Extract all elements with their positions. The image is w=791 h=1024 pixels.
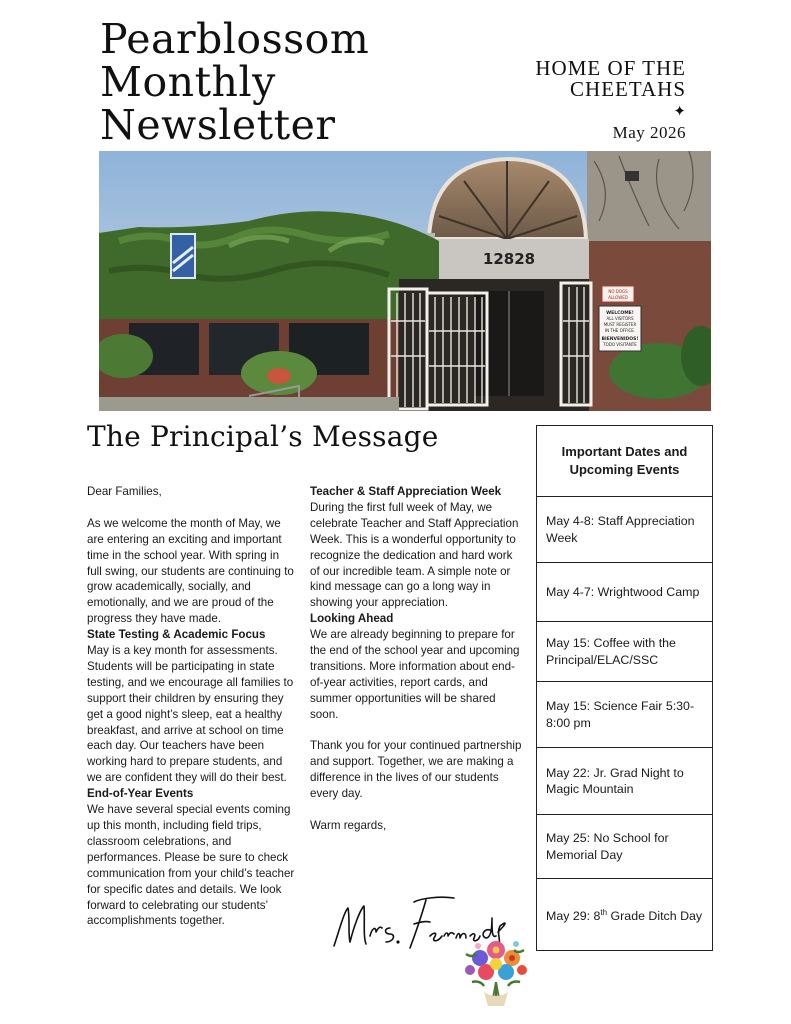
sign-welcome-6: TODO VISITANTE — [603, 342, 637, 347]
message-column-1 — [87, 484, 295, 929]
greeting: Dear Families, — [87, 485, 162, 498]
sign-welcome-2: ALL VISITORS — [606, 316, 634, 321]
appreciation-heading: Teacher & Staff Appreciation Week — [310, 485, 502, 498]
issue-date: May 2026 — [612, 123, 686, 142]
thanks-paragraph: Thank you for your continued partnership and support. Together, we are making a difference in the lives of our students every day. — [310, 739, 522, 801]
event-item: May 15: Science Fair 5:30-8:00 pm — [537, 682, 712, 748]
tagline-line-1: HOME OF THE — [535, 56, 686, 80]
event-last-sup: th — [600, 907, 608, 917]
event-item — [537, 879, 712, 950]
looking-ahead-paragraph: We are already beginning to prepare for the end of the school year and upcoming transitions. More information about end-of-year activities, report cards, and summer opportunities will be shared soon. — [310, 628, 520, 721]
sign-welcome-5: BIENVENIDOS! — [601, 337, 639, 342]
title-line-2: Monthly — [100, 58, 276, 106]
newsletter-title — [100, 15, 370, 149]
end-of-year-heading: End-of-Year Events — [87, 787, 194, 801]
sparkle-icon: ✦ — [673, 104, 686, 120]
tagline-line-2: CHEETAHS — [570, 77, 686, 101]
appreciation-paragraph: During the first full week of May, we celebrate Teacher and Staff Appreciation Week. This is a wonderful opportunity to recognize the dedication and hard work of our incredible team. A simple note or kind message can go a long way in showing your appreciation. — [310, 500, 519, 610]
flower-bouquet-icon — [458, 934, 534, 1008]
important-dates-box — [536, 425, 713, 951]
event-last-text — [546, 905, 702, 925]
school-building-photo — [99, 151, 711, 411]
building-number: 12828 — [482, 250, 536, 268]
sign-welcome-3: MUST REGISTER — [603, 322, 637, 327]
message-column-2 — [310, 484, 522, 834]
sign-no-dogs-2: ALLOWED — [608, 295, 628, 300]
sign-no-dogs-1: NO DOGS — [608, 289, 628, 294]
testing-heading: State Testing & Academic Focus — [87, 628, 266, 642]
end-of-year-paragraph: We have several special events coming up this month, including field trips, classroom celebrations, and performances. Please be sure to check communication from your child’s teacher for specific dates and details. We look forward to celebrating our students’ accomplishments together. — [87, 803, 295, 928]
title-line-1: Pearblossom — [100, 15, 370, 63]
sign-welcome-4: IN THE OFFICE. — [604, 328, 636, 333]
sign-welcome-1: WELCOME! — [606, 311, 634, 316]
event-last-prefix: May 29: 8 — [546, 908, 601, 923]
event-last-suffix: Grade Ditch Day — [607, 908, 703, 923]
events-heading: Important Dates and Upcoming Events — [537, 426, 712, 497]
event-item: May 15: Coffee with the Principal/ELAC/SSC — [537, 622, 712, 682]
looking-ahead-heading: Looking Ahead — [310, 612, 394, 626]
title-line-3: Newsletter — [100, 101, 336, 149]
event-item: May 22: Jr. Grad Night to Magic Mountain — [537, 748, 712, 815]
event-item: May 4-8: Staff Appreciation Week — [537, 497, 712, 563]
intro-paragraph: As we welcome the month of May, we are entering an exciting and important time in the school year. With spring in full swing, our students are continuing to grow academically, socially, and emotionally, and we are proud of the progress they have made. — [87, 516, 294, 626]
event-item: May 25: No School for Memorial Day — [537, 815, 712, 879]
closing: Warm regards, — [310, 819, 387, 832]
principal-message-title: The Principal’s Message — [87, 420, 439, 453]
header-tagline-block — [535, 58, 686, 143]
testing-paragraph: May is a key month for assessments. Students will be participating in state testing, and we encourage all families to support their children by ensuring they get a good night’s sleep, eat a healthy breakfast, and arrive at school on time each day. Our teachers have been working hard to prepare students, and we are confident they will do their best. — [87, 644, 294, 785]
event-item: May 4-7: Wrightwood Camp — [537, 563, 712, 622]
